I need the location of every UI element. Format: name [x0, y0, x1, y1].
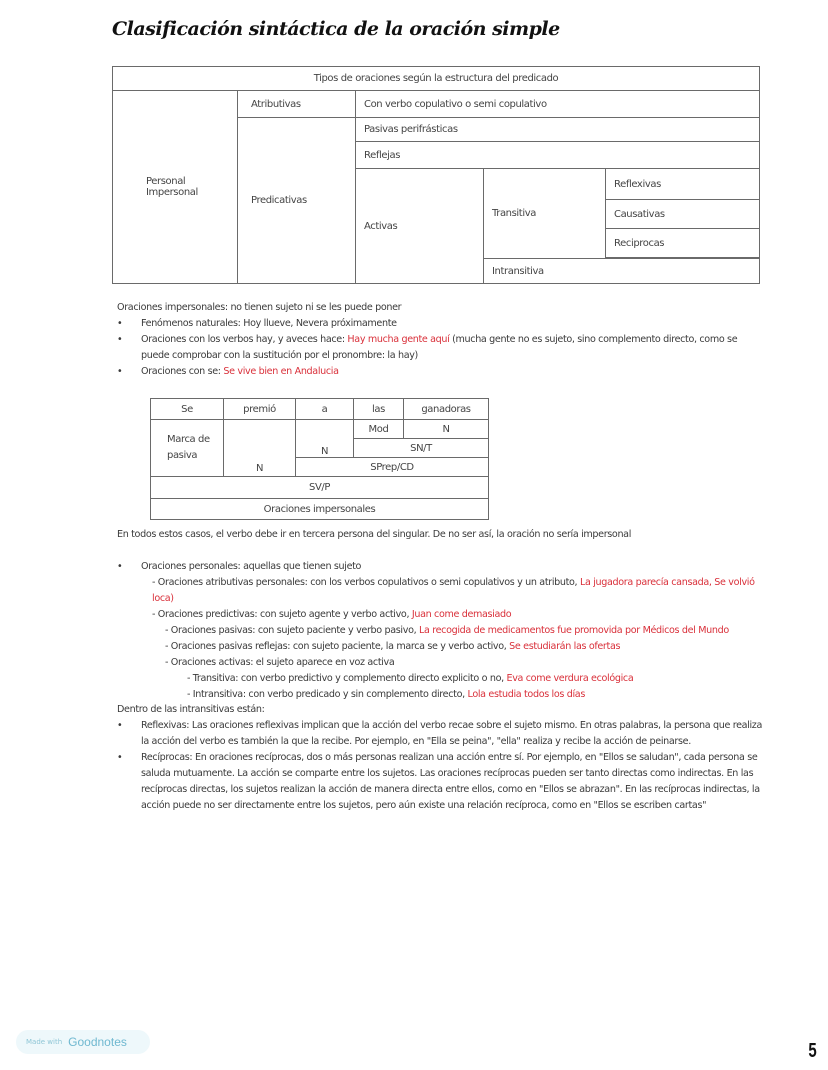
intransitiva-cell: Intransitiva [484, 259, 760, 284]
word-premio: premió [224, 399, 296, 420]
list-item [117, 750, 767, 814]
item-text: - Intransitiva: con verbo predicado y sin complemento directo, [187, 689, 468, 700]
word-a: a [296, 399, 354, 420]
classification-table [112, 66, 760, 284]
item-text: - Oraciones pasivas reflejas: con sujeto paciente, la marca se y verbo activo, [165, 641, 510, 652]
transitiva-cell: Transitiva [484, 169, 606, 259]
atributivas-cell: Atributivas [238, 91, 356, 118]
bullet-icon: • [117, 334, 123, 345]
badge-small-text: Made with [26, 1038, 63, 1046]
reflexivas-cell: Reflexivas [606, 169, 760, 200]
sentence-analysis-table [150, 398, 489, 520]
causativas-cell: Causativas [606, 200, 760, 229]
list-item [117, 687, 767, 703]
goodnotes-badge[interactable] [16, 1030, 150, 1054]
word-se: Se [151, 399, 224, 420]
page-title: Clasificación sintáctica de la oración simple [112, 18, 560, 40]
reciprocas-cell: Reciprocas [606, 229, 760, 258]
bullet-text: Oraciones con los verbos hay, y aveces hace: [141, 334, 348, 345]
bullet-icon: • [117, 752, 123, 763]
list-item [117, 575, 767, 607]
reflexivas-text: Reflexivas: Las oraciones reflexivas implican que la acción del verbo recae sobre el sujeto mismo. En otras palabras, la persona que realiza la acción del verbo es también la que la recibe. Por ejemplo, en "Ella se peina", "ella" realiza y recibe la acción de peinarse. [141, 720, 763, 747]
impersonales-footer-cell: Oraciones impersonales [151, 499, 489, 520]
example-text: La recogida de medicamentos fue promovida por Médicos del Mundo [419, 625, 729, 636]
example-text: Lola estudia todos los días [467, 689, 585, 700]
intransitivas-section [117, 702, 767, 814]
list-item [117, 671, 767, 687]
item-text: - Oraciones predictivas: con sujeto agente y verbo activo, [152, 609, 412, 620]
sprep-cd-cell: SPrep/CD [296, 458, 489, 477]
reflejas-cell: Reflejas [356, 142, 760, 169]
predicativas-cell: Predicativas [238, 118, 356, 284]
n-a-cell: N [296, 420, 354, 458]
list-item [117, 718, 767, 750]
personales-heading: Oraciones personales: aquellas que tienen sujeto [141, 561, 362, 572]
list-item [117, 655, 767, 671]
list-item [117, 607, 767, 623]
list-item [117, 316, 767, 332]
activas-cell: Activas [356, 169, 484, 284]
atributivas-desc-cell: Con verbo copulativo o semi copulativo [356, 91, 760, 118]
example-text: Se vive bien en Andalucia [223, 366, 339, 377]
item-text: - Oraciones atributivas personales: con los verbos copulativos o semi copulativos y un atributo, [152, 577, 580, 588]
personal-label: Personal [146, 176, 186, 187]
badge-brand-text: Goodnotes [68, 1035, 127, 1049]
list-item [117, 332, 767, 364]
impersonales-section [117, 300, 767, 380]
example-text: Eva come verdura ecológica [506, 673, 634, 684]
bullet-icon: • [117, 366, 123, 377]
example-text: Juan come demasiado [411, 609, 512, 620]
word-las: las [354, 399, 404, 420]
mod-cell: Mod [354, 420, 404, 439]
item-text: - Oraciones activas: el sujeto aparece en voz activa [165, 657, 395, 668]
list-item [117, 364, 767, 380]
personales-section [117, 559, 767, 703]
bullet-icon: • [117, 720, 123, 731]
item-text: - Oraciones pasivas: con sujeto paciente y verbo pasivo, [165, 625, 419, 636]
impersonal-label: Impersonal [146, 187, 198, 198]
bullet-icon: • [117, 318, 123, 329]
impersonales-intro: Oraciones impersonales: no tienen sujeto ni se les puede poner [117, 302, 402, 313]
example-text: Hay mucha gente aquí [347, 334, 450, 345]
page-number: 5 [808, 1040, 817, 1062]
example-text: La jugadora parecía cansada, Se volvió loca) [152, 577, 755, 604]
reciprocas-text: Recíprocas: En oraciones recíprocas, dos o más personas realizan una acción entre sí. Por ejemplo, en "Ellos se saludan", cada persona se saluda mutuamente. La acción se comparte entre los sujetos. Las oraciones recíprocas pueden ser tanto directas como indirectas. En las recíprocas directas, los sujetos realizan la acción de manera directa entre ellos, como en "Ellos se abrazan". En las recíprocas indirectas, la acción puede no ser directamente entre los sujetos, pero aún existe una relación recíproca, como en "Ellos se escriben cartas" [141, 752, 760, 811]
intransitivas-heading: Dentro de las intransitivas están: [117, 704, 265, 715]
list-item [117, 639, 767, 655]
sv-p-cell: SV/P [151, 477, 489, 499]
personal-impersonal-cell [113, 91, 238, 284]
bullet-text-after: (mucha gente no es sujeto, sino complemento directo, como se puede comprobar con la sustitución por el pronombre: la hay) [141, 334, 738, 361]
example-text: Se estudiarán las ofertas [509, 641, 621, 652]
table-header: Tipos de oraciones según la estructura del predicado [113, 67, 760, 91]
list-item [117, 623, 767, 639]
bullet-icon: • [117, 561, 123, 572]
bullet-text: Oraciones con se: [141, 366, 224, 377]
word-ganadoras: ganadoras [404, 399, 489, 420]
n-premio-cell: N [224, 420, 296, 477]
marca-pasiva-cell: Marca de pasiva [151, 420, 224, 477]
n-ganadoras-cell: N [404, 420, 489, 439]
item-text: - Transitiva: con verbo predictivo y complemento directo explicito o no, [187, 673, 507, 684]
pasivas-cell: Pasivas perifrásticas [356, 118, 760, 142]
list-item [117, 559, 767, 575]
note-text: En todos estos casos, el verbo debe ir en tercera persona del singular. De no ser así, la oración no sería impersonal [117, 529, 632, 540]
bullet-text: Fenómenos naturales: Hoy llueve, Nevera próximamente [141, 318, 397, 329]
sn-t-cell: SN/T [354, 439, 489, 458]
